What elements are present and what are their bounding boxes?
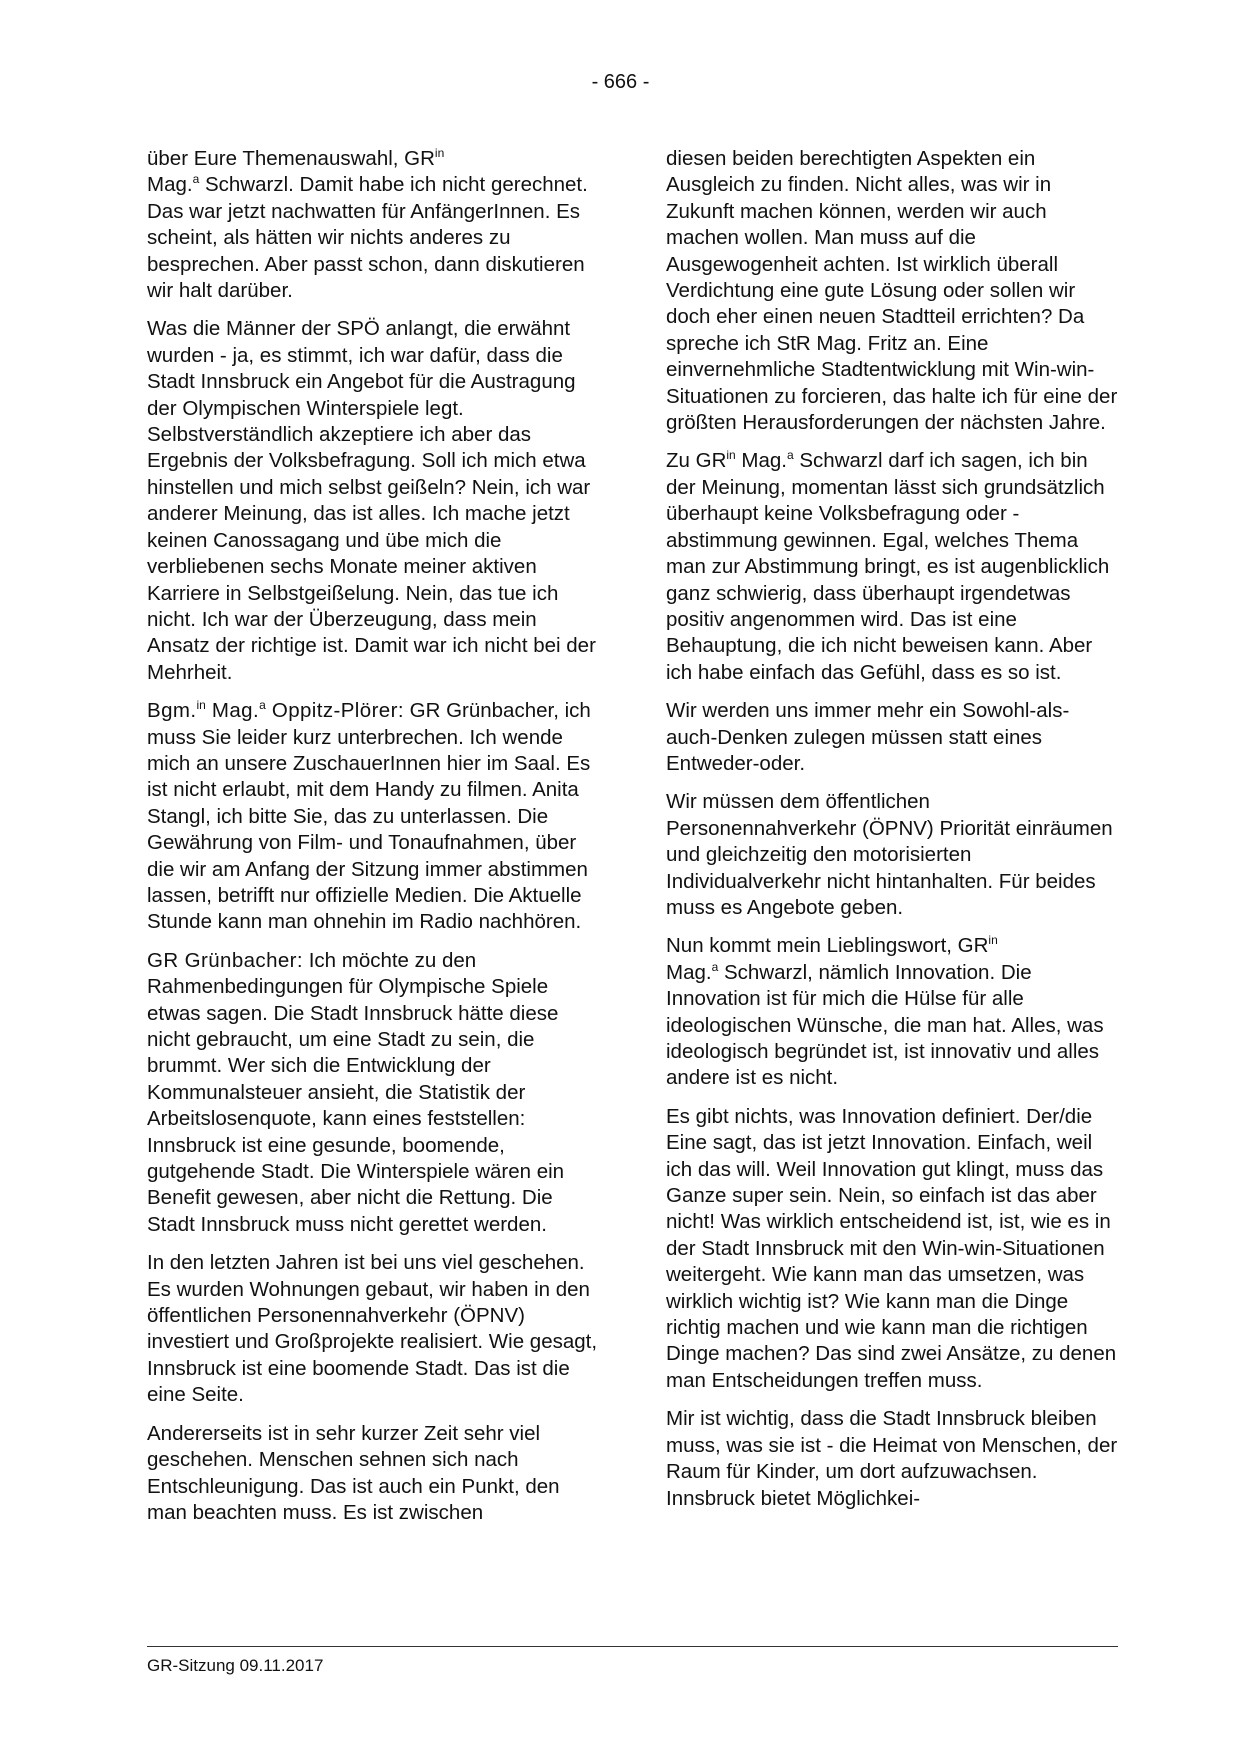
paragraph: Wir müssen dem öffentlichen Personennahverkehr (ÖPNV) Priorität einräumen und gleichzeitig den motorisierten Individualverkehr nicht hintanhalten. Für beides muss es Angebote geben. [666,790,1113,919]
paragraph [147,698,599,936]
speaker-name: Bgm. [147,699,197,723]
superscript: in [988,933,998,948]
superscript: in [196,698,206,713]
paragraph-text: Mag. [735,449,787,473]
paragraph-text: Mag. [666,960,712,984]
left-column [147,146,599,1538]
paragraph-text: über Eure Themenauswahl, GR [147,147,435,170]
paragraph-text: Ich möchte zu den Rahmenbedingungen für Olympische Spiele etwas sagen. Die Stadt Innsbruck hätte diese nicht gebraucht, um eine Stadt zu sein, die brummt. Wer sich die Entwicklung der Kommunalsteuer ansieht, die Statistik der Arbeitslosenquote, kann eines feststellen: Innsbruck ist eine gesunde, boomende, gutgehende Stadt. Die Winterspiele wären ein Benefit gewesen, aber nicht die Rettung. Die Stadt Innsbruck muss nicht gerettet werden. [147,948,565,1236]
paragraph-text: Schwarzl darf ich sagen, ich bin der Meinung, momentan lässt sich grundsätzlich überhaupt keine Volksbefragung oder -abstimmung gewinnen. Egal, welches Thema man zur Abstimmung bringt, es ist augenblicklich ganz schwierig, dass überhaupt irgendetwas positiv angenommen wird. Das ist eine Behauptung, die ich nicht beweisen kann. Aber ich habe einfach das Gefühl, dass es so ist. [666,449,1110,684]
superscript: in [726,448,736,463]
superscript: a [192,172,200,187]
superscript: in [434,146,445,161]
paragraph: diesen beiden berechtigten Aspekten ein Ausgleich zu finden. Nicht alles, was wir in Zukunft machen können, werden wir auch machen wollen. Man muss auf die Ausgewogenheit achten. Ist wirklich überall Verdichtung eine gute Lösung oder sollen wir doch eher einen neuen Stadtteil errichten? Da spreche ich StR Mag. Fritz an. Eine einvernehmliche Stadtentwicklung mit Win-win-Situationen zu forcieren, das halte ich für eine der größten Herausforderungen der nächsten Jahre. [666,147,1118,435]
page-number: - 666 - [591,71,650,93]
paragraph: Es gibt nichts, was Innovation definiert. Der/die Eine sagt, das ist jetzt Innovation. Einfach, weil ich das will. Weil Innovation gut klingt, muss das Ganze super sein. Nein, so einfach ist das aber nicht! Was wirklich entscheidend ist, ist, wie es in der Stadt Innsbruck mit den Win-win-Situationen weitergeht. Wie kann man das umsetzen, was wirklich wichtig ist? Wie kann man die Dinge richtig machen und wie kann man die richtigen Dinge machen? Das sind zwei Ansätze, zu denen man Entscheidungen treffen muss. [666,1104,1117,1392]
paragraph-text: Nun kommt mein Lieblingswort, GR [666,934,989,958]
speaker-name: Mag. [205,699,260,723]
paragraph-text: GR Grünbacher, ich muss Sie leider kurz unterbrechen. Ich wende mich an unsere ZuschauerInnen hier im Saal. Es ist nicht erlaubt, mit dem Handy zu filmen. Anita Stangl, ich bitte Sie, das zu unterlassen. Die Gewährung von Film- und Tonaufnahmen, über die wir am Anfang der Sitzung immer abstimmen lassen, betrifft nur offizielle Medien. Die Aktuelle Stunde kann man ohnehin im Radio nachhören. [147,699,591,934]
paragraph: Was die Männer der SPÖ anlangt, die erwähnt wurden - ja, es stimmt, ich war dafür, dass die Stadt Innsbruck ein Angebot für die Austragung der Olympischen Winterspiele legt. Selbstverständlich akzeptiere ich aber das Ergebnis der Volksbefragung. Soll ich mich etwa hinstellen und mich selbst geißeln? Nein, ich war anderer Meinung, das ist alles. Ich mache jetzt keinen Canossagang und übe mich die verbliebenen sechs Monate meiner aktiven Karriere in Selbstgeißelung. Nein, das tue ich nicht. Ich war der Überzeugung, dass mein Ansatz der richtige ist. Damit war ich nicht bei der Mehrheit. [147,317,596,684]
paragraph: Andererseits ist in sehr kurzer Zeit sehr viel geschehen. Menschen sehnen sich nach Entschleunigung. Das ist auch ein Punkt, den man beachten muss. Es ist zwischen [147,1421,560,1524]
superscript: a [259,698,266,713]
paragraph [147,948,599,1238]
paragraph-text: Zu GR [666,449,727,473]
paragraph-text: Schwarzl. Damit habe ich nicht gerechnet. Das war jetzt nachwatten für AnfängerInnen. Es scheint, als hätten wir nichts anderes zu besprechen. Aber passt schon, dann diskutieren wir halt darüber. [147,173,588,303]
speaker-name: Oppitz-Plörer: [265,699,404,723]
footer-divider [147,1646,1118,1647]
superscript: a [711,959,719,974]
paragraph-text: Schwarzl, nämlich Innovation. Die Innovation ist für mich die Hülse für alle ideologischen Wünsche, die man hat. Alles, was ideologisch begründet ist, ist innovativ und alles andere ist es nicht. [666,960,1104,1090]
footer-text: GR-Sitzung 09.11.2017 [147,1656,324,1675]
speaker-name: GR Grünbacher: [147,948,303,972]
paragraph: Mir ist wichtig, dass die Stadt Innsbruck bleiben muss, was sie ist - die Heimat von Menschen, der Raum für Kinder, um dort aufzuwachsen. Innsbruck bietet Möglichkei- [666,1407,1118,1510]
paragraph: Wir werden uns immer mehr ein Sowohl-als-auch-Denken zulegen müssen statt eines Entweder-oder. [666,699,1070,775]
paragraph [666,448,1118,686]
superscript: a [787,448,794,463]
paragraph-text: Mag. [147,173,193,197]
paragraph [666,933,1118,1091]
right-column [666,146,1118,1524]
paragraph: In den letzten Jahren ist bei uns viel geschehen. Es wurden Wohnungen gebaut, wir haben in den öffentlichen Personennahverkehr (ÖPNV) investiert und Großprojekte realisiert. Wie gesagt, Innsbruck ist eine boomende Stadt. Das ist die eine Seite. [147,1251,598,1407]
paragraph [147,146,599,304]
